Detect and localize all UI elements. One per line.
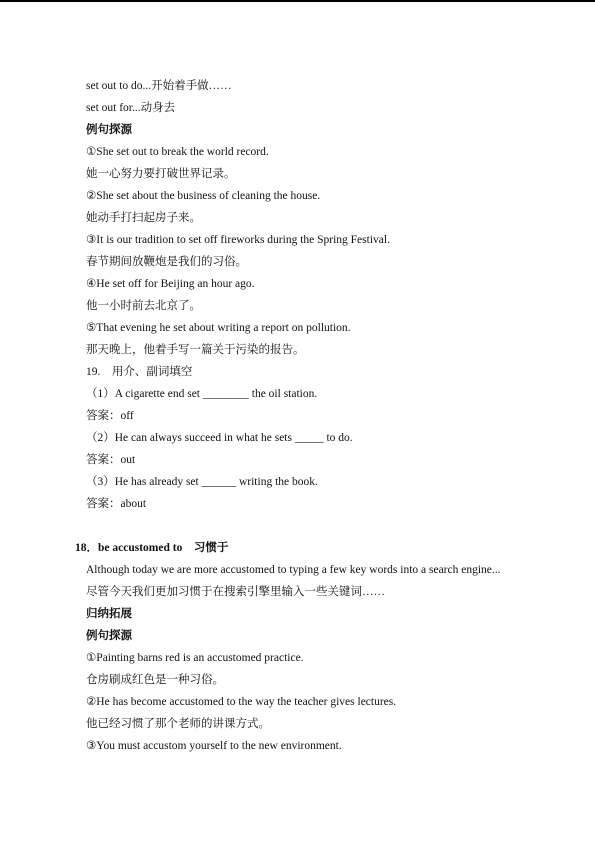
exercise-heading: 19. 用介、副词填空: [86, 366, 193, 378]
exercise-answer-1: 答案：off: [86, 410, 134, 422]
intro-sentence: Although today we are more accustomed to typing a few key words into a search engine...: [86, 564, 501, 576]
exercise-question-1: （1）A cigarette end set ________ the oil station.: [86, 388, 318, 400]
exercise-answer-3: 答案：about: [86, 498, 147, 510]
accustomed-example-3: ③You must accustom yourself to the new environment.: [86, 740, 342, 752]
example-sentence-2: ②She set about the business of cleaning the house.: [86, 190, 321, 202]
section-label-summary: 归纳拓展: [86, 608, 132, 620]
example-sentence-5: ⑤That evening he set about writing a report on pollution.: [86, 322, 351, 334]
section-heading-be-accustomed-to: 18．be accustomed to 习惯于: [75, 542, 229, 554]
example-sentence-1: ①She set out to break the world record.: [86, 146, 269, 158]
example-sentence-4: ④He set off for Beijing an hour ago.: [86, 278, 255, 290]
example-translation-4: 他一小时前去北京了。: [86, 300, 201, 312]
top-border-rule: [0, 0, 595, 2]
example-translation-2: 她动手打扫起房子来。: [86, 212, 201, 224]
phrase-set-out-for: set out for...动身去: [86, 102, 176, 114]
example-translation-1: 她一心努力要打破世界记录。: [86, 168, 236, 180]
exercise-answer-2: 答案：out: [86, 454, 136, 466]
intro-translation: 尽管今天我们更加习惯于在搜索引擎里输入一些关键词……: [86, 586, 385, 598]
exercise-question-2: （2）He can always succeed in what he sets _____ to do.: [86, 432, 353, 444]
exercise-question-3: （3）He has already set ______ writing the book.: [86, 476, 318, 488]
accustomed-translation-1: 仓房刷成红色是一种习俗。: [86, 674, 224, 686]
phrase-set-out-to-do: set out to do...开始着手做……: [86, 80, 232, 92]
accustomed-example-2: ②He has become accustomed to the way the teacher gives lectures.: [86, 696, 397, 708]
section-label-examples: 例句探源: [86, 124, 132, 136]
accustomed-translation-2: 他已经习惯了那个老师的讲课方式。: [86, 718, 270, 730]
section-label-examples-2: 例句探源: [86, 630, 132, 642]
example-translation-5: 那天晚上，他着手写一篇关于污染的报告。: [86, 344, 305, 356]
accustomed-example-1: ①Painting barns red is an accustomed practice.: [86, 652, 304, 664]
example-sentence-3: ③It is our tradition to set off fireworks during the Spring Festival.: [86, 234, 390, 246]
example-translation-3: 春节期间放鞭炮是我们的习俗。: [86, 256, 247, 268]
